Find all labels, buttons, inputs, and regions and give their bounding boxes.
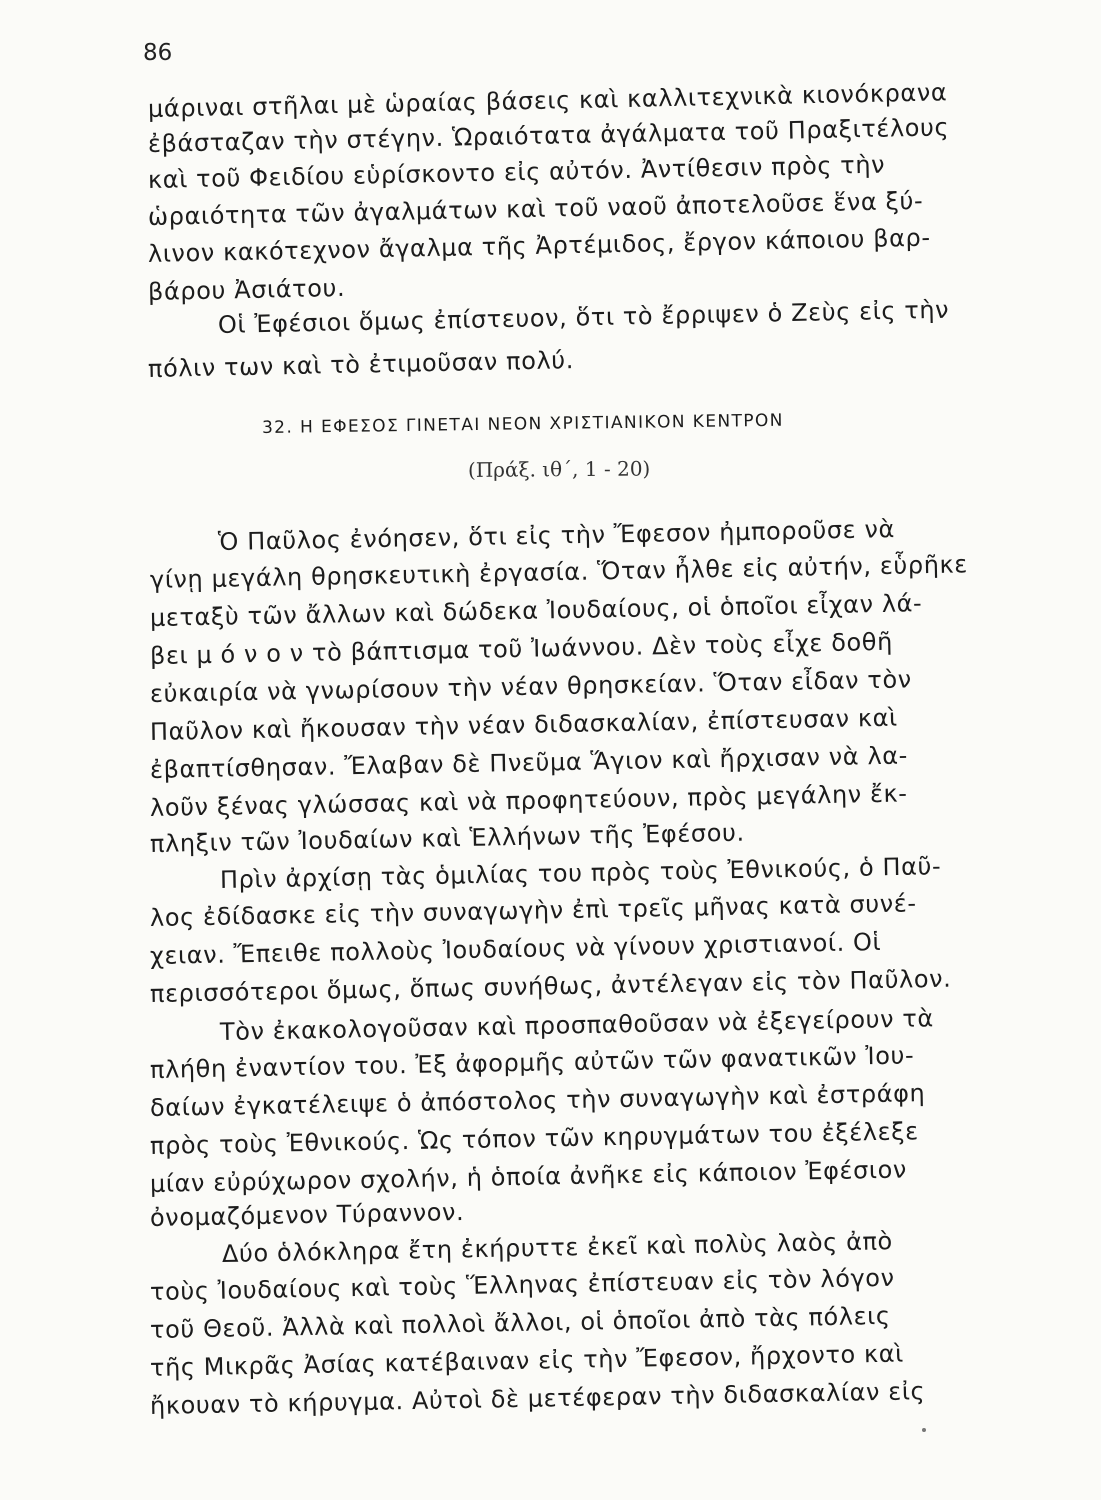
text-line: τοὺς Ἰουδαίους καὶ τοὺς Ἕλληνας ἐπίστευαν εἰς τὸν λόγον [149, 1263, 895, 1306]
text-line: ἐβαπτίσθησαν. Ἔλαβαν δὲ Πνεῦμα Ἅγιον καὶ ἤρχισαν νὰ λα- [149, 741, 909, 784]
speck-mark [922, 1428, 926, 1432]
text-line: βάρου Ἀσιάτου. [147, 273, 346, 306]
text-line: μίαν εὐρύχωρον σχολήν, ἡ ὁποία ἀνῆκε εἰς κάποιον Ἐφέσιον [149, 1155, 908, 1198]
text-line: χειαν. Ἔπειθε πολλοὺς Ἰουδαίους νὰ γίνουν χριστιανοί. Οἱ [149, 927, 882, 970]
text-line: καὶ τοῦ Φειδίου εὑρίσκοντο εἰς αὐτόν. Ἀντίθεσιν πρὸς τὴν [147, 150, 886, 194]
text-line: ἤκουαν τὸ κήρυγμα. Αὐτοὶ δὲ μετέφεραν τὴν διδασκαλίαν εἰς [149, 1377, 926, 1420]
text-line: βει μ ό ν ο ν τὸ βάπτισμα τοῦ Ἰωάννου. Δὲν τοὺς εἶχε δοθῆ [149, 627, 894, 670]
text-line: πόλιν των καὶ τὸ ἐτιμοῦσαν πολύ. [147, 346, 575, 383]
text-line: πρὸς τοὺς Ἐθνικούς. Ὡς τόπον τῶν κηρυγμάτων του ἐξέλεξε [149, 1117, 919, 1160]
text-line: γίνῃ μεγάλη θρησκευτικὴ ἐργασία. Ὅταν ἦλθε εἰς αὐτήν, εὗρῆκε [149, 550, 969, 594]
text-line: εὐκαιρία νὰ γνωρίσουν τὴν νέαν θρησκείαν. Ὅταν εἶδαν τὸν [149, 665, 912, 708]
text-line: λος ἐδίδασκε εἰς τὴν συναγωγὴν ἐπὶ τρεῖς μῆνας κατὰ συνέ- [149, 889, 917, 932]
text-line: ἐβάσταζαν τὴν στέγην. Ὡραιότατα ἀγάλματα τοῦ Πραξιτέλους [147, 113, 950, 158]
text-line: Παῦλον καὶ ἤκουσαν τὴν νέαν διδασκαλίαν, ἐπίστευσαν καὶ [149, 703, 898, 746]
text-line: τῆς Μικρᾶς Ἀσίας κατέβαιναν εἰς τὴν Ἔφεσον, ἤρχοντο καὶ [149, 1339, 905, 1382]
text-line: μεταξὺ τῶν ἄλλων καὶ δώδεκα Ἰουδαίους, οἱ ὁποῖοι εἶχαν λά- [149, 589, 923, 632]
text-line: Οἱ Ἐφέσιοι ὅμως ἐπίστευον, ὅτι τὸ ἔρριψεν ὁ Ζεὺς εἰς τὴν [217, 295, 950, 339]
text-line: ὡραιότητα τῶν ἀγαλμάτων καὶ τοῦ ναοῦ ἀποτελοῦσε ἕνα ξύ- [147, 186, 924, 231]
text-line: πλήθη ἐναντίον του. Ἐξ ἀφορμῆς αὐτῶν τῶν φανατικῶν Ἰου- [149, 1041, 915, 1084]
text-line: ὀνομαζόμενον Τύραννον. [149, 1197, 465, 1232]
section-heading: 32. Η ΕΦΕΣΟΣ ΓΙΝΕΤΑΙ ΝΕΟΝ ΧΡΙΣΤΙΑΝΙΚΟΝ ΚΕΝΤΡΟΝ [261, 410, 784, 438]
section-reference: (Πράξ. ιθ΄, 1 - 20) [467, 456, 651, 482]
text-line: μάριναι στῆλαι μὲ ὡραίας βάσεις καὶ καλλιτεχνικὰ κιονόκρανα [147, 78, 948, 123]
text-line: τοῦ Θεοῦ. Ἀλλὰ καὶ πολλοὶ ἄλλοι, οἱ ὁποῖοι ἀπὸ τὰς πόλεις [149, 1301, 891, 1344]
text-line: περισσότεροι ὅμως, ὅπως συνήθως, ἀντέλεγαν εἰς τὸν Παῦλον. [149, 964, 952, 1008]
text-line: Δύο ὁλόκληρα ἔτη ἐκήρυττε ἐκεῖ καὶ πολὺς λαὸς ἀπὸ [221, 1227, 894, 1268]
text-line: Ὁ Παῦλος ἐνόησεν, ὅτι εἰς τὴν Ἔφεσον ἠμποροῦσε νὰ [217, 515, 896, 556]
text-line: δαίων ἐγκατέλειψε ὁ ἀπόστολος τὴν συναγωγὴν καὶ ἐστράφη [149, 1079, 926, 1122]
text-line: Τὸν ἐκακολογοῦσαν καὶ προσπαθοῦσαν νὰ ἐξεγείρουν τὰ [219, 1004, 935, 1046]
text-line: λινον κακότεχνον ἄγαλμα τῆς Ἀρτέμιδος, ἔργον κάποιου βαρ- [147, 223, 931, 268]
text-line: Πρὶν ἀρχίσῃ τὰς ὁμιλίας του πρὸς τοὺς Ἐθνικούς, ὁ Παῦ- [219, 852, 942, 894]
text-line: πληξιν τῶν Ἰουδαίων καὶ Ἑλλήνων τῆς Ἐφέσου. [149, 818, 745, 858]
page-number: 86 [143, 40, 173, 66]
text-line: λοῦν ξένας γλώσσας καὶ νὰ προφητεύουν, πρὸς μεγάλην ἔκ- [149, 779, 908, 822]
